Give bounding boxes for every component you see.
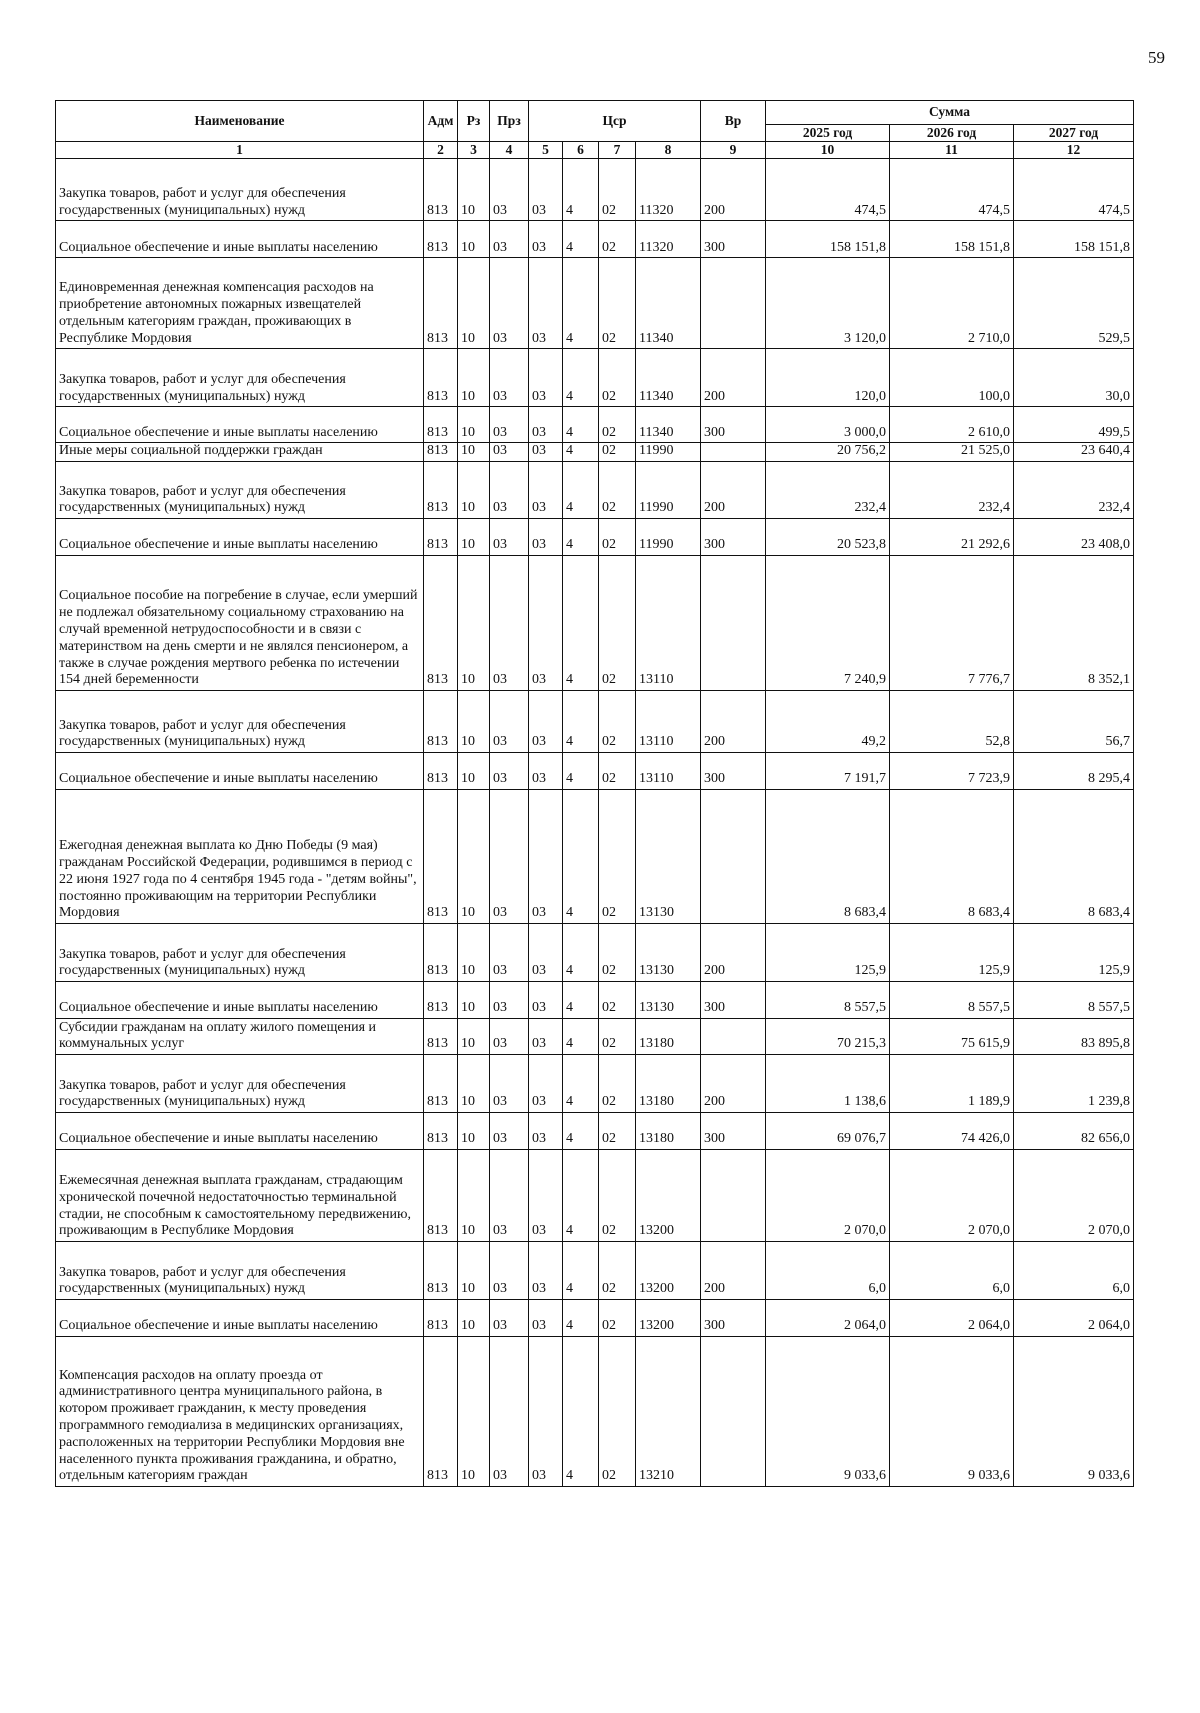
row-csr-6: 4 — [563, 1150, 599, 1242]
row-sum-2025: 120,0 — [766, 349, 890, 407]
row-csr-8: 13130 — [636, 982, 701, 1019]
row-name: Закупка товаров, работ и услуг для обеспечения государственных (муниципальных) нужд — [56, 924, 424, 982]
row-prz: 03 — [490, 753, 529, 790]
row-vr: 200 — [701, 1242, 766, 1300]
table-row — [56, 519, 1134, 556]
row-rz: 10 — [458, 1300, 490, 1337]
row-sum-2026: 232,4 — [890, 462, 1014, 519]
row-csr-6: 4 — [563, 159, 599, 221]
row-sum-2027: 9 033,6 — [1014, 1337, 1134, 1487]
row-sum-2025: 125,9 — [766, 924, 890, 982]
row-csr-8: 13200 — [636, 1242, 701, 1300]
row-adm: 813 — [424, 221, 458, 258]
row-csr-5: 03 — [529, 443, 563, 462]
row-vr: 200 — [701, 349, 766, 407]
row-csr-8: 11340 — [636, 258, 701, 349]
row-name: Закупка товаров, работ и услуг для обеспечения государственных (муниципальных) нужд — [56, 159, 424, 221]
row-rz: 10 — [458, 1242, 490, 1300]
row-csr-5: 03 — [529, 1019, 563, 1055]
row-sum-2026: 52,8 — [890, 691, 1014, 753]
row-csr-5: 03 — [529, 982, 563, 1019]
header-index: 9 — [701, 142, 766, 159]
page-number: 59 — [1148, 48, 1165, 67]
row-adm: 813 — [424, 691, 458, 753]
row-rz: 10 — [458, 349, 490, 407]
row-csr-8: 11340 — [636, 407, 701, 443]
header-vr: Вр — [701, 101, 766, 142]
row-name: Закупка товаров, работ и услуг для обеспечения государственных (муниципальных) нужд — [56, 691, 424, 753]
row-sum-2027: 23 408,0 — [1014, 519, 1134, 556]
row-csr-5: 03 — [529, 691, 563, 753]
row-csr-6: 4 — [563, 924, 599, 982]
row-adm: 813 — [424, 790, 458, 924]
row-rz: 10 — [458, 1113, 490, 1150]
row-sum-2027: 2 064,0 — [1014, 1300, 1134, 1337]
header-index: 8 — [636, 142, 701, 159]
row-sum-2027: 83 895,8 — [1014, 1019, 1134, 1055]
row-csr-5: 03 — [529, 407, 563, 443]
row-csr-8: 13130 — [636, 790, 701, 924]
row-prz: 03 — [490, 1300, 529, 1337]
row-sum-2026: 8 683,4 — [890, 790, 1014, 924]
header-rz: Рз — [458, 101, 490, 142]
header-index: 3 — [458, 142, 490, 159]
row-csr-5: 03 — [529, 1337, 563, 1487]
row-sum-2025: 7 240,9 — [766, 556, 890, 691]
row-csr-8: 13180 — [636, 1019, 701, 1055]
table-row — [56, 1242, 1134, 1300]
row-prz: 03 — [490, 407, 529, 443]
row-adm: 813 — [424, 1019, 458, 1055]
row-rz: 10 — [458, 790, 490, 924]
table-row — [56, 1150, 1134, 1242]
row-csr-7: 02 — [599, 790, 636, 924]
row-name: Закупка товаров, работ и услуг для обеспечения государственных (муниципальных) нужд — [56, 1242, 424, 1300]
row-csr-8: 13180 — [636, 1055, 701, 1113]
row-name: Социальное обеспечение и иные выплаты населению — [56, 753, 424, 790]
row-csr-6: 4 — [563, 982, 599, 1019]
row-sum-2025: 232,4 — [766, 462, 890, 519]
row-rz: 10 — [458, 258, 490, 349]
row-adm: 813 — [424, 556, 458, 691]
row-sum-2025: 9 033,6 — [766, 1337, 890, 1487]
row-adm: 813 — [424, 1113, 458, 1150]
row-name: Ежегодная денежная выплата ко Дню Победы (9 мая) гражданам Российской Федерации, родившимся в период с 22 июня 1927 года по 4 сентября 1945 года - "детям войны", постоянно проживающим на территории Республики Мордовия — [56, 790, 424, 924]
row-csr-8: 13110 — [636, 556, 701, 691]
row-sum-2026: 21 292,6 — [890, 519, 1014, 556]
table-row — [56, 556, 1134, 691]
row-sum-2027: 8 557,5 — [1014, 982, 1134, 1019]
row-sum-2025: 20 756,2 — [766, 443, 890, 462]
row-vr — [701, 443, 766, 462]
table-row — [56, 159, 1134, 221]
row-csr-6: 4 — [563, 790, 599, 924]
row-rz: 10 — [458, 1337, 490, 1487]
row-csr-7: 02 — [599, 924, 636, 982]
header-sum: Сумма — [766, 101, 1134, 125]
row-sum-2027: 6,0 — [1014, 1242, 1134, 1300]
table-row — [56, 982, 1134, 1019]
row-csr-7: 02 — [599, 1242, 636, 1300]
table-row — [56, 1300, 1134, 1337]
row-name: Социальное обеспечение и иные выплаты населению — [56, 519, 424, 556]
row-prz: 03 — [490, 349, 529, 407]
row-csr-6: 4 — [563, 258, 599, 349]
row-sum-2027: 82 656,0 — [1014, 1113, 1134, 1150]
row-csr-6: 4 — [563, 407, 599, 443]
row-rz: 10 — [458, 1055, 490, 1113]
row-vr — [701, 1337, 766, 1487]
row-csr-6: 4 — [563, 443, 599, 462]
row-name: Единовременная денежная компенсация расходов на приобретение автономных пожарных извещателей отдельным категориям граждан, проживающих в Республике Мордовия — [56, 258, 424, 349]
row-sum-2027: 529,5 — [1014, 258, 1134, 349]
row-csr-7: 02 — [599, 1150, 636, 1242]
row-vr — [701, 1019, 766, 1055]
row-sum-2025: 8 557,5 — [766, 982, 890, 1019]
row-prz: 03 — [490, 443, 529, 462]
row-sum-2026: 1 189,9 — [890, 1055, 1014, 1113]
row-prz: 03 — [490, 1055, 529, 1113]
row-sum-2027: 158 151,8 — [1014, 221, 1134, 258]
row-adm: 813 — [424, 159, 458, 221]
header-index: 11 — [890, 142, 1014, 159]
row-sum-2027: 232,4 — [1014, 462, 1134, 519]
row-vr: 300 — [701, 1300, 766, 1337]
row-sum-2025: 2 070,0 — [766, 1150, 890, 1242]
row-sum-2026: 474,5 — [890, 159, 1014, 221]
row-csr-5: 03 — [529, 159, 563, 221]
row-sum-2027: 125,9 — [1014, 924, 1134, 982]
row-csr-5: 03 — [529, 790, 563, 924]
row-sum-2026: 75 615,9 — [890, 1019, 1014, 1055]
row-sum-2025: 20 523,8 — [766, 519, 890, 556]
row-csr-8: 13110 — [636, 753, 701, 790]
table-row — [56, 443, 1134, 462]
row-csr-7: 02 — [599, 556, 636, 691]
row-prz: 03 — [490, 982, 529, 1019]
row-csr-8: 11320 — [636, 221, 701, 258]
row-rz: 10 — [458, 1019, 490, 1055]
header-index: 6 — [563, 142, 599, 159]
row-name: Закупка товаров, работ и услуг для обеспечения государственных (муниципальных) нужд — [56, 1055, 424, 1113]
row-sum-2025: 158 151,8 — [766, 221, 890, 258]
row-rz: 10 — [458, 556, 490, 691]
row-adm: 813 — [424, 407, 458, 443]
row-sum-2026: 100,0 — [890, 349, 1014, 407]
row-sum-2026: 8 557,5 — [890, 982, 1014, 1019]
row-sum-2026: 158 151,8 — [890, 221, 1014, 258]
row-vr: 200 — [701, 691, 766, 753]
table-row — [56, 407, 1134, 443]
row-rz: 10 — [458, 462, 490, 519]
row-name: Ежемесячная денежная выплата гражданам, страдающим хронической почечной недостаточностью терминальной стадии, не способным к самостоятельному передвижению, проживающим в Республике Мордовия — [56, 1150, 424, 1242]
table-row — [56, 790, 1134, 924]
row-name: Социальное обеспечение и иные выплаты населению — [56, 221, 424, 258]
row-adm: 813 — [424, 1242, 458, 1300]
row-adm: 813 — [424, 982, 458, 1019]
row-csr-5: 03 — [529, 1150, 563, 1242]
row-prz: 03 — [490, 1113, 529, 1150]
row-csr-8: 13110 — [636, 691, 701, 753]
row-sum-2025: 7 191,7 — [766, 753, 890, 790]
row-name: Социальное обеспечение и иные выплаты населению — [56, 1113, 424, 1150]
row-csr-6: 4 — [563, 1113, 599, 1150]
row-prz: 03 — [490, 1337, 529, 1487]
row-csr-6: 4 — [563, 221, 599, 258]
row-csr-6: 4 — [563, 753, 599, 790]
row-csr-7: 02 — [599, 691, 636, 753]
table-row — [56, 1113, 1134, 1150]
row-vr — [701, 258, 766, 349]
row-sum-2027: 56,7 — [1014, 691, 1134, 753]
row-sum-2026: 7 723,9 — [890, 753, 1014, 790]
row-adm: 813 — [424, 1055, 458, 1113]
row-rz: 10 — [458, 753, 490, 790]
row-sum-2025: 3 000,0 — [766, 407, 890, 443]
row-vr — [701, 1150, 766, 1242]
row-csr-8: 11990 — [636, 519, 701, 556]
row-csr-5: 03 — [529, 1300, 563, 1337]
row-adm: 813 — [424, 1150, 458, 1242]
row-csr-8: 13200 — [636, 1300, 701, 1337]
row-sum-2025: 70 215,3 — [766, 1019, 890, 1055]
row-csr-7: 02 — [599, 159, 636, 221]
row-csr-7: 02 — [599, 753, 636, 790]
row-vr — [701, 790, 766, 924]
row-csr-7: 02 — [599, 349, 636, 407]
row-prz: 03 — [490, 556, 529, 691]
row-csr-7: 02 — [599, 443, 636, 462]
row-csr-8: 11340 — [636, 349, 701, 407]
row-adm: 813 — [424, 753, 458, 790]
row-prz: 03 — [490, 790, 529, 924]
table-row — [56, 1337, 1134, 1487]
header-csr: Цср — [529, 101, 701, 142]
row-csr-8: 13130 — [636, 924, 701, 982]
row-csr-6: 4 — [563, 519, 599, 556]
table-row — [56, 462, 1134, 519]
row-adm: 813 — [424, 349, 458, 407]
row-vr: 300 — [701, 221, 766, 258]
row-sum-2025: 6,0 — [766, 1242, 890, 1300]
row-prz: 03 — [490, 691, 529, 753]
table-row — [56, 753, 1134, 790]
row-rz: 10 — [458, 1150, 490, 1242]
row-prz: 03 — [490, 1242, 529, 1300]
row-csr-7: 02 — [599, 982, 636, 1019]
row-rz: 10 — [458, 407, 490, 443]
row-vr: 300 — [701, 519, 766, 556]
row-vr — [701, 556, 766, 691]
row-sum-2026: 125,9 — [890, 924, 1014, 982]
row-csr-7: 02 — [599, 221, 636, 258]
row-rz: 10 — [458, 982, 490, 1019]
row-sum-2027: 23 640,4 — [1014, 443, 1134, 462]
row-csr-5: 03 — [529, 221, 563, 258]
row-sum-2025: 2 064,0 — [766, 1300, 890, 1337]
row-csr-6: 4 — [563, 1337, 599, 1487]
row-vr: 200 — [701, 462, 766, 519]
row-sum-2026: 7 776,7 — [890, 556, 1014, 691]
table-row — [56, 691, 1134, 753]
table-row — [56, 221, 1134, 258]
row-csr-5: 03 — [529, 1113, 563, 1150]
row-csr-7: 02 — [599, 462, 636, 519]
row-sum-2027: 8 683,4 — [1014, 790, 1134, 924]
table-body — [56, 159, 1134, 1487]
row-prz: 03 — [490, 519, 529, 556]
row-csr-8: 13180 — [636, 1113, 701, 1150]
header-index: 1 — [56, 142, 424, 159]
row-sum-2027: 474,5 — [1014, 159, 1134, 221]
header-name: Наименование — [56, 101, 424, 142]
row-adm: 813 — [424, 462, 458, 519]
row-sum-2027: 1 239,8 — [1014, 1055, 1134, 1113]
table-row — [56, 1019, 1134, 1055]
row-name: Социальное обеспечение и иные выплаты населению — [56, 407, 424, 443]
row-prz: 03 — [490, 221, 529, 258]
header-year-2026: 2026 год — [890, 125, 1014, 142]
row-sum-2025: 49,2 — [766, 691, 890, 753]
row-name: Социальное пособие на погребение в случае, если умерший не подлежал обязательному социальному страхованию на случай временной нетрудоспособности и в связи с материнством на день смерти и не являлся пенсионером, а также в случае рождения мертвого ребенка по истечении 154 дней беременности — [56, 556, 424, 691]
row-csr-8: 13210 — [636, 1337, 701, 1487]
header-index: 10 — [766, 142, 890, 159]
header-index: 5 — [529, 142, 563, 159]
row-csr-7: 02 — [599, 519, 636, 556]
row-sum-2025: 3 120,0 — [766, 258, 890, 349]
row-csr-5: 03 — [529, 462, 563, 519]
row-prz: 03 — [490, 1150, 529, 1242]
row-csr-7: 02 — [599, 1337, 636, 1487]
row-sum-2027: 30,0 — [1014, 349, 1134, 407]
header-index: 2 — [424, 142, 458, 159]
row-sum-2026: 2 710,0 — [890, 258, 1014, 349]
row-sum-2027: 8 352,1 — [1014, 556, 1134, 691]
row-csr-6: 4 — [563, 691, 599, 753]
row-sum-2026: 21 525,0 — [890, 443, 1014, 462]
row-csr-5: 03 — [529, 924, 563, 982]
row-csr-8: 11320 — [636, 159, 701, 221]
row-csr-6: 4 — [563, 1242, 599, 1300]
row-sum-2027: 8 295,4 — [1014, 753, 1134, 790]
row-sum-2026: 2 610,0 — [890, 407, 1014, 443]
row-csr-5: 03 — [529, 753, 563, 790]
row-sum-2025: 8 683,4 — [766, 790, 890, 924]
row-csr-7: 02 — [599, 1055, 636, 1113]
row-csr-5: 03 — [529, 556, 563, 691]
row-csr-6: 4 — [563, 556, 599, 691]
row-adm: 813 — [424, 519, 458, 556]
row-sum-2026: 74 426,0 — [890, 1113, 1014, 1150]
row-vr: 300 — [701, 982, 766, 1019]
budget-table — [55, 100, 1134, 1487]
row-name: Иные меры социальной поддержки граждан — [56, 443, 424, 462]
row-rz: 10 — [458, 443, 490, 462]
row-csr-8: 13200 — [636, 1150, 701, 1242]
row-csr-7: 02 — [599, 258, 636, 349]
row-rz: 10 — [458, 691, 490, 753]
row-name: Закупка товаров, работ и услуг для обеспечения государственных (муниципальных) нужд — [56, 462, 424, 519]
row-csr-5: 03 — [529, 349, 563, 407]
header-prz: Прз — [490, 101, 529, 142]
row-sum-2026: 9 033,6 — [890, 1337, 1014, 1487]
row-csr-8: 11990 — [636, 443, 701, 462]
row-sum-2025: 474,5 — [766, 159, 890, 221]
row-prz: 03 — [490, 1019, 529, 1055]
header-index: 12 — [1014, 142, 1134, 159]
row-sum-2025: 69 076,7 — [766, 1113, 890, 1150]
row-name: Субсидии гражданам на оплату жилого помещения и коммунальных услуг — [56, 1019, 424, 1055]
row-csr-6: 4 — [563, 1055, 599, 1113]
row-vr: 200 — [701, 1055, 766, 1113]
table-row — [56, 1055, 1134, 1113]
row-csr-5: 03 — [529, 1055, 563, 1113]
row-csr-8: 11990 — [636, 462, 701, 519]
row-prz: 03 — [490, 924, 529, 982]
row-adm: 813 — [424, 443, 458, 462]
row-name: Социальное обеспечение и иные выплаты населению — [56, 982, 424, 1019]
row-vr: 300 — [701, 407, 766, 443]
row-sum-2026: 6,0 — [890, 1242, 1014, 1300]
header-year-2025: 2025 год — [766, 125, 890, 142]
row-csr-6: 4 — [563, 1300, 599, 1337]
header-index: 4 — [490, 142, 529, 159]
row-sum-2025: 1 138,6 — [766, 1055, 890, 1113]
row-vr: 300 — [701, 1113, 766, 1150]
row-csr-7: 02 — [599, 1019, 636, 1055]
row-csr-5: 03 — [529, 1242, 563, 1300]
row-csr-7: 02 — [599, 1113, 636, 1150]
row-csr-5: 03 — [529, 519, 563, 556]
row-csr-6: 4 — [563, 462, 599, 519]
row-rz: 10 — [458, 519, 490, 556]
row-name: Закупка товаров, работ и услуг для обеспечения государственных (муниципальных) нужд — [56, 349, 424, 407]
row-sum-2026: 2 070,0 — [890, 1150, 1014, 1242]
row-csr-6: 4 — [563, 1019, 599, 1055]
table-row — [56, 258, 1134, 349]
row-prz: 03 — [490, 159, 529, 221]
row-csr-7: 02 — [599, 407, 636, 443]
header-adm: Адм — [424, 101, 458, 142]
row-adm: 813 — [424, 258, 458, 349]
table-row — [56, 924, 1134, 982]
row-adm: 813 — [424, 1337, 458, 1487]
row-vr: 300 — [701, 753, 766, 790]
table-row — [56, 349, 1134, 407]
row-sum-2027: 2 070,0 — [1014, 1150, 1134, 1242]
row-vr: 200 — [701, 924, 766, 982]
row-sum-2027: 499,5 — [1014, 407, 1134, 443]
row-sum-2026: 2 064,0 — [890, 1300, 1014, 1337]
row-csr-7: 02 — [599, 1300, 636, 1337]
row-adm: 813 — [424, 924, 458, 982]
row-prz: 03 — [490, 462, 529, 519]
row-rz: 10 — [458, 159, 490, 221]
row-rz: 10 — [458, 924, 490, 982]
row-adm: 813 — [424, 1300, 458, 1337]
row-csr-5: 03 — [529, 258, 563, 349]
row-name: Компенсация расходов на оплату проезда от административного центра муниципального района, в котором проживает гражданин, к месту проведения программного гемодиализа в медицинских организациях, расположенных на территории Республики Мордовия вне населенного пункта проживания гражданина, и обратно, отдельным категориям граждан — [56, 1337, 424, 1487]
header-index: 7 — [599, 142, 636, 159]
row-rz: 10 — [458, 221, 490, 258]
row-name: Социальное обеспечение и иные выплаты населению — [56, 1300, 424, 1337]
row-prz: 03 — [490, 258, 529, 349]
header-year-2027: 2027 год — [1014, 125, 1134, 142]
row-csr-6: 4 — [563, 349, 599, 407]
row-vr: 200 — [701, 159, 766, 221]
